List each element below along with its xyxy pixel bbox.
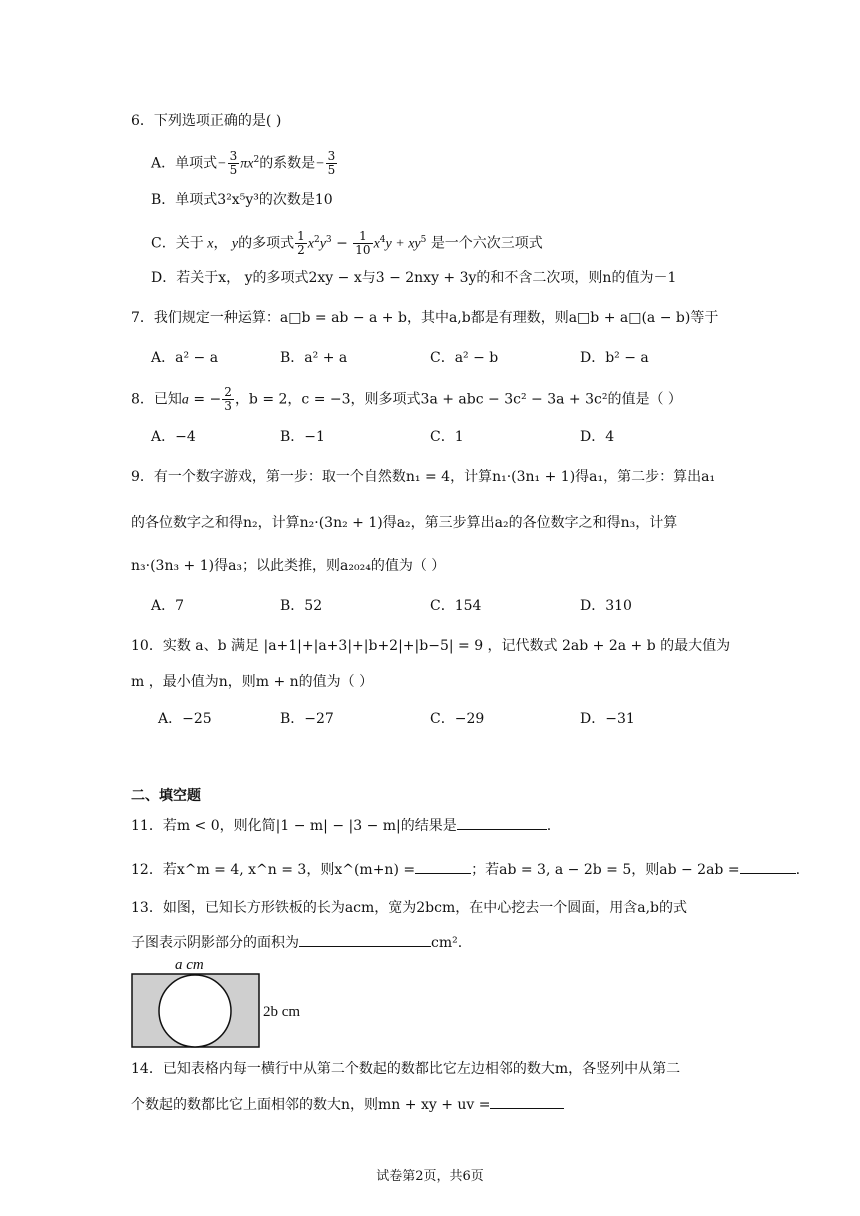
q13-line-2 (131, 932, 462, 953)
q10-option-a: A．−25 (158, 711, 212, 727)
q11 (131, 815, 551, 836)
fig-label-length: a cm (175, 957, 204, 973)
q6-option-c: C．关于 x， y的多项式 $\frac{1}{2}$ $x^2y^3$ − $\frac{1}{10}$ $x^4y + xy^5$ 是一个六次三项式 (151, 229, 543, 258)
q8-stem-prefix: 8．已知 (131, 391, 182, 408)
q8-option-a: A．−4 (151, 429, 196, 445)
page-footer: 试卷第2页，共6页 (376, 1169, 484, 1184)
q14-line-1: 14．已知表格内每一横行中从第二个数起的数都比它左边相邻的数大m，各竖列中从第二 (131, 1061, 681, 1077)
q7-option-b: B．a² + a (280, 350, 348, 366)
q7-option-c: C．a² − b (430, 350, 499, 366)
q7-option-d: D．b² − a (580, 350, 649, 366)
q6-option-c-mid: 的多项式 (238, 235, 295, 252)
q11-suffix: . (546, 818, 552, 834)
q9-line-3: n₃·(3n₃ + 1)得a₃；以此类推，则a₂₀₂₄的值为（ ） (131, 558, 446, 574)
q12-answer-blank-1[interactable] (415, 859, 471, 874)
q12-suffix: . (795, 862, 801, 878)
q13-answer-blank[interactable] (299, 932, 431, 947)
q10-option-d: D．−31 (580, 711, 635, 727)
q13-text: 子图表示阴影部分的面积为 (131, 935, 299, 951)
q7-option-a: A．a² − a (151, 350, 219, 366)
q13-figure (131, 954, 331, 1049)
q8-stem: 8．已知a = − $\frac{2}{3}$ ，b = 2，c = −3，则多项式3a + abc − 3c² − 3a + 3c²的值是（ ） (131, 385, 682, 413)
q12 (131, 859, 800, 880)
q6-option-c-prefix: C．关于 (151, 235, 204, 252)
q14-text: 个数起的数都比它上面相邻的数大n，则mn + xy + uv = (131, 1097, 491, 1113)
q6-option-d: D．若关于x， y的多项式2xy − x与3 − 2nxy + 3y的和不含二次项，则n的值为－1 (151, 270, 677, 286)
rectangle-circle-diagram (131, 954, 331, 1049)
q9-line-2: 的各位数字之和得n₂，计算n₂·(3n₂ + 1)得a₂，第三步算出a₂的各位数字之和得n₃，计算 (131, 515, 678, 531)
q14-line-2 (131, 1094, 564, 1115)
q8-option-b: B．−1 (280, 429, 325, 445)
q6-option-a-mid: 的系数是 (259, 155, 316, 172)
q9-option-c: C．154 (430, 598, 482, 614)
q10-line-2: m ，最小值为n，则m + n的值为（ ） (131, 674, 374, 690)
q8-stem-suffix: ，b = 2，c = −3，则多项式3a + abc − 3c² − 3a + 3c²的值是（ ） (234, 391, 682, 408)
q11-answer-blank[interactable] (457, 815, 547, 830)
q12-text-2: ；若ab = 3, a − 2b = 5，则ab − 2ab = (471, 862, 740, 878)
q13-line-1: 13．如图，已知长方形铁板的长为acm，宽为2bcm，在中心挖去一个圆面，用含a,b的式 (131, 900, 688, 916)
q6-option-c-suffix: 是一个六次三项式 (430, 235, 543, 252)
q6-option-b: B．单项式3²x⁵y³的次数是10 (151, 192, 333, 208)
q6-option-a: A．单项式− $\frac{3}{5}$ $\pi x^2$的系数是− $\frac{3}{5}$ (151, 149, 336, 178)
q12-answer-blank-2[interactable] (740, 859, 796, 874)
q10-option-b: B．−27 (280, 711, 334, 727)
q14-answer-blank[interactable] (490, 1094, 564, 1109)
fig-label-width: 2b cm (263, 1004, 301, 1020)
q8-option-c: C．1 (430, 429, 464, 445)
q8-option-d: D．4 (580, 429, 615, 445)
q9-line-1: 9．有一个数字游戏，第一步：取一个自然数n₁ = 4，计算n₁·(3n₁ + 1)得a₁，第二步：算出a₁ (131, 469, 716, 485)
section-title-fill-in: 二、填空题 (131, 788, 201, 804)
q12-text-1: 12．若x^m = 4, x^n = 3，则x^(m+n) = (131, 862, 416, 878)
cut-circle (159, 975, 231, 1047)
q13-unit: cm². (431, 935, 463, 951)
q6-option-a-prefix: A．单项式 (151, 155, 218, 172)
q7-stem: 7．我们规定一种运算：a□b = ab − a + b，其中a,b都是有理数，则a□b + a□(a − b)等于 (131, 310, 719, 326)
q6-stem: 6．下列选项正确的是( ) (131, 113, 282, 129)
q9-option-a: A．7 (151, 598, 185, 614)
q9-option-b: B．52 (280, 598, 323, 614)
q10-option-c: C．−29 (430, 711, 485, 727)
q11-text: 11．若m < 0，则化简|1 − m| − |3 − m|的结果是 (131, 818, 457, 834)
q10-line-1: 10．实数 a、b 满足 |a+1|+|a+3|+|b+2|+|b−5| = 9 ，记代数式 2ab + 2a + b 的最大值为 (131, 638, 731, 654)
q9-option-d: D．310 (580, 598, 632, 614)
